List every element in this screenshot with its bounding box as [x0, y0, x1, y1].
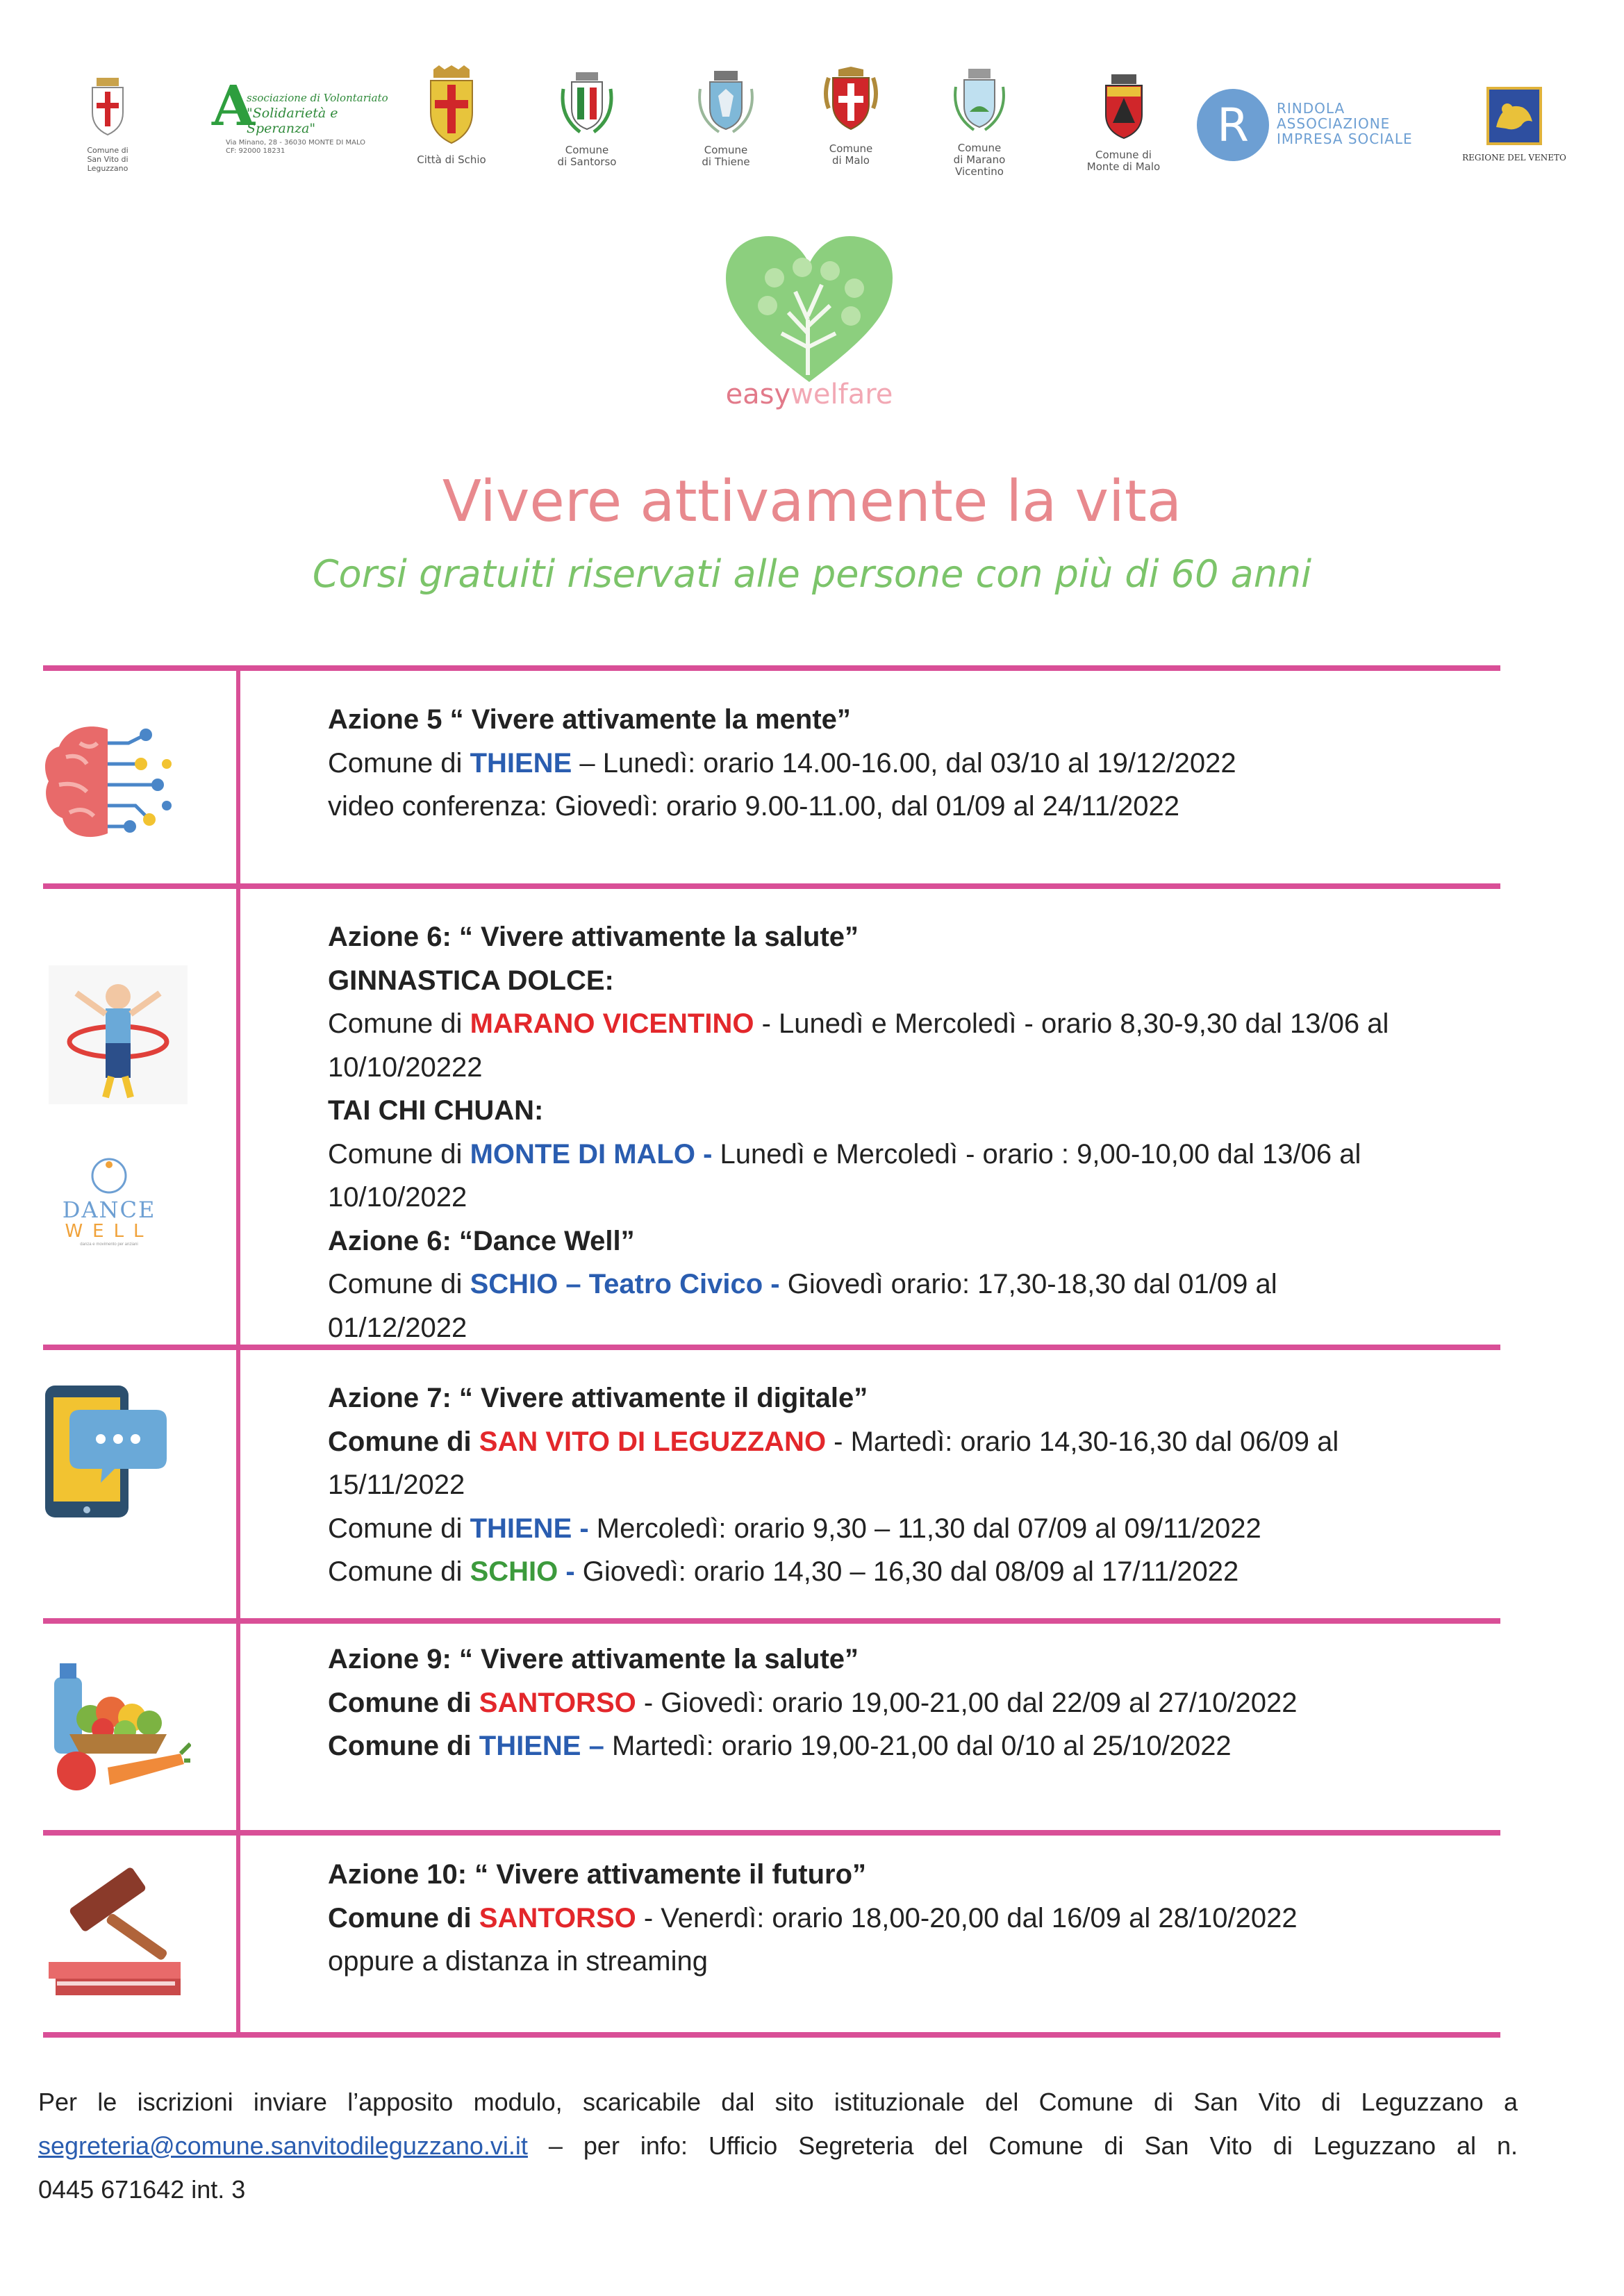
row-line: Comune di SANTORSO - Giovedì: orario 19,00-21,00 dal 22/09 al 27/10/2022	[328, 1687, 1298, 1718]
logo-veneto	[1462, 87, 1566, 164]
row-subheading: GINNASTICA DOLCE:	[328, 965, 614, 996]
row-line: Comune di THIENE – Martedì: orario 19,00-21,00 dal 0/10 al 25/10/2022	[328, 1731, 1232, 1761]
crest-schio-icon	[424, 64, 479, 147]
crest-monte-di-malo-icon	[1097, 73, 1150, 142]
row-line: Comune di SCHIO - Giovedì: orario 14,30 – 16,30 dal 08/09 al 17/11/2022	[328, 1556, 1239, 1587]
email-link[interactable]: segreteria@comune.sanvitodileguzzano.vi.it	[38, 2131, 528, 2160]
row-heading: Azione 6: “Dance Well”	[328, 1225, 635, 1256]
logo-caption: Città di Schio	[417, 153, 486, 166]
association-name-line2: "Solidarietà e Speranza"	[247, 106, 338, 136]
row-azione-5	[328, 698, 1467, 829]
table-rule	[43, 883, 1500, 889]
logo-marano	[934, 66, 1025, 178]
logo-santorso	[538, 68, 636, 168]
logo-caption: Comune di Santorso	[557, 144, 617, 168]
row-azione-6	[328, 915, 1467, 1349]
row-line: Comune di THIENE – Lunedì: orario 14.00-16.00, dal 03/10 al 19/12/2022	[328, 747, 1236, 779]
logo-monte-di-malo	[1073, 73, 1174, 173]
rindola-circle-icon	[1195, 87, 1271, 163]
easywelfare-heart-tree-icon	[726, 236, 893, 385]
row-subheading: TAI CHI CHUAN:	[328, 1095, 544, 1126]
footer-phone: 0445 671642 int. 3	[38, 2175, 246, 2204]
row-line: Comune di SAN VITO DI LEGUZZANO - Martedì: orario 14,30-16,30 dal 06/09 al	[328, 1426, 1339, 1457]
logo-caption: Comune di Malo	[829, 142, 873, 167]
dance-circle-icon	[88, 1156, 130, 1195]
rindola-letter: R	[1217, 99, 1249, 152]
crest-thiene-icon	[695, 68, 757, 138]
logo-caption: Comune di Thiene	[702, 144, 750, 168]
logo-rindola	[1195, 87, 1424, 163]
dance-well-tagline: danza e movimento per anziani	[80, 1242, 138, 1247]
table-rule-top	[43, 665, 1500, 671]
table-rule-bottom	[43, 2032, 1500, 2038]
row-line: Comune di MARANO VICENTINO - Lunedì e Mercoledì - orario 8,30-9,30 dal 13/06 al	[328, 1008, 1389, 1039]
city-name: SAN VITO DI LEGUZZANO	[479, 1426, 827, 1457]
row-line: 10/10/20222	[328, 1051, 483, 1083]
footer-notice	[38, 2080, 1518, 2211]
row-line: Comune di MONTE DI MALO - Lunedì e Mercoledì - orario : 9,00-10,00 dal 13/06 al	[328, 1138, 1361, 1170]
table-column-divider	[236, 668, 240, 2038]
city-name: THIENE –	[479, 1731, 604, 1761]
gavel-books-icon	[42, 1865, 191, 2004]
rindola-text: RINDOLA ASSOCIAZIONE IMPRESA SOCIALE	[1277, 100, 1413, 147]
row-heading: Azione 5 “ Vivere attivamente la mente”	[328, 704, 851, 735]
row-line: 01/12/2022	[328, 1312, 467, 1343]
logo-caption: Comune di Monte di Malo	[1086, 149, 1161, 173]
footer-line: segreteria@comune.sanvitodileguzzano.vi.it – per info: Ufficio Segreteria del Comune di San Vito di Leguzzano al n.	[38, 2131, 1518, 2160]
easywelfare-wordmark	[715, 378, 903, 410]
row-line: 10/10/2022	[328, 1182, 467, 1213]
brand-part-welfare: welfare	[790, 378, 893, 410]
city-name: THIENE	[470, 1513, 572, 1544]
city-name: SCHIO	[470, 1556, 558, 1587]
gymnastics-hoop-icon	[49, 965, 188, 1104]
logo-association	[212, 73, 399, 168]
logo-thiene	[677, 68, 774, 168]
row-azione-9	[328, 1638, 1467, 1768]
city-name: SANTORSO	[479, 1902, 636, 1933]
crest-malo-icon	[822, 67, 880, 136]
row-azione-7	[328, 1376, 1467, 1594]
city-name: SCHIO – Teatro Civico	[470, 1269, 763, 1299]
association-address: Via Minano, 28 - 36030 MONTE DI MALO CF: 92000 18231	[226, 139, 366, 155]
table-rule	[43, 1618, 1500, 1624]
table-rule	[43, 1830, 1500, 1836]
page-title: Vivere attivamente la vita	[442, 469, 1182, 535]
healthy-food-icon	[42, 1656, 191, 1795]
logo-caption: Comune di San Vito di Leguzzano	[87, 146, 129, 173]
crest-marano-icon	[950, 66, 1009, 135]
logo-caption: Comune di Marano Vicentino	[953, 142, 1006, 178]
crest-red-cross-icon	[87, 76, 129, 139]
brand-part-easy: easy	[725, 378, 791, 410]
association-name-line1: ssociazione di Volontariato	[247, 92, 388, 104]
row-heading: Azione 10: “ Vivere attivamente il futuro”	[328, 1859, 867, 1890]
row-line: Comune di THIENE - Mercoledì: orario 9,30 – 11,30 dal 07/09 al 09/11/2022	[328, 1513, 1261, 1544]
page-subtitle: Corsi gratuiti riservati alle persone con più di 60 anni	[312, 552, 1312, 596]
logo-schio	[399, 64, 504, 166]
row-line: oppure a distanza in streaming	[328, 1946, 708, 1977]
association-letter: A	[212, 73, 256, 138]
row-line: video conferenza: Giovedì: orario 9.00-11.00, dal 01/09 al 24/11/2022	[328, 791, 1180, 822]
dance-word: DANCE	[62, 1197, 156, 1223]
city-name: MARANO VICENTINO	[470, 1008, 754, 1039]
row-line: 15/11/2022	[328, 1470, 465, 1500]
well-word: WELL	[65, 1221, 154, 1242]
row-line: Comune di SANTORSO - Venerdì: orario 18,00-20,00 dal 16/09 al 28/10/2022	[328, 1902, 1298, 1933]
row-heading: Azione 6: “ Vivere attivamente la salute”	[328, 922, 859, 952]
crest-santorso-icon	[559, 68, 615, 138]
city-name: SANTORSO	[479, 1687, 636, 1718]
city-name: MONTE DI MALO	[470, 1138, 695, 1170]
logo-malo	[809, 67, 893, 167]
row-azione-10	[328, 1853, 1467, 1983]
city-name: THIENE	[470, 747, 572, 779]
tablet-chat-icon	[38, 1382, 177, 1521]
footer-line: Per le iscrizioni inviare l’apposito modulo, scaricabile dal sito istituzionale del Comune di San Vito di Leguzzano a	[38, 2088, 1518, 2116]
lion-veneto-icon	[1486, 87, 1542, 145]
row-heading: Azione 9: “ Vivere attivamente la salute”	[328, 1644, 859, 1674]
logo-san-vito	[66, 76, 149, 173]
row-heading: Azione 7: “ Vivere attivamente il digitale”	[328, 1383, 868, 1413]
brain-circuit-icon	[38, 715, 177, 854]
row-line: Comune di SCHIO – Teatro Civico - Giovedì orario: 17,30-18,30 dal 01/09 al	[328, 1269, 1277, 1299]
logo-caption: REGIONE DEL VENETO	[1462, 153, 1566, 163]
dance-well-logo	[43, 1156, 175, 1247]
